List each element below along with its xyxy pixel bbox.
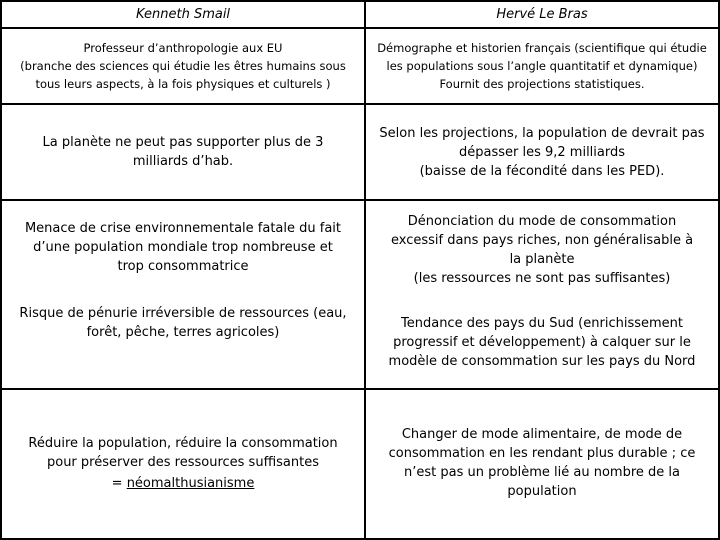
text-line: forêt, pêche, terres agricoles) [86, 325, 280, 340]
text-line: population [507, 484, 577, 499]
text-line: les populations sous l’angle quantitatif et dynamique) [386, 59, 698, 73]
text-line: modèle de consommation sur les pays du Nord [388, 353, 696, 369]
lebras-consumption-critique [366, 201, 718, 299]
header-herve-le-bras: Hervé Le Bras [496, 7, 588, 22]
text-line: pour préserver des ressources suffisantes [46, 454, 319, 470]
lebras-description [366, 29, 718, 103]
smail-population-limit [2, 105, 364, 199]
text-line: Risque de pénurie irréversible de ressources (eau, [19, 306, 347, 321]
text-line: (branche des sciences qui étudie les êtres humains sous [20, 59, 346, 73]
text-line: Menace de crise environnementale fatale du fait [24, 220, 342, 236]
equals-prefix: = [111, 475, 127, 491]
lebras-conclusion [366, 390, 718, 536]
smail-description [2, 29, 364, 103]
text-line: dépasser les 9,2 milliards [458, 144, 626, 160]
text-line: tous leurs aspects, à la fois physiques et culturels ) [35, 77, 331, 91]
text-line: d’une population mondiale trop nombreuse et [33, 239, 333, 255]
neomalthusianism-term: néomalthusianisme [126, 475, 255, 491]
text-line: Dénonciation du mode de consommation [407, 214, 677, 229]
text-line [28, 474, 337, 493]
text-line: milliards d’hab. [132, 154, 234, 169]
text-line: Selon les projections, la population de devrait pas [379, 125, 705, 141]
text-line: (les ressources ne sont pas suffisantes) [413, 271, 671, 286]
text-line: Tendance des pays du Sud (enrichissement [401, 315, 683, 331]
lebras-south-trend [366, 299, 718, 385]
text-line: n’est pas un problème lié au nombre de la [404, 465, 680, 480]
text-line: excessif dans pays riches, non généralisable à [390, 233, 694, 248]
text-line: la planète [509, 252, 575, 267]
text-line: Réduire la population, réduire la consommation [28, 435, 338, 451]
text-line: Fournit des projections statistiques. [439, 77, 645, 91]
header-kenneth-smail: Kenneth Smail [135, 7, 231, 22]
text-line: Démographe et historien français (scientifique qui étudie [377, 41, 707, 55]
smail-resource-shortage [2, 293, 364, 353]
smail-conclusion [2, 390, 364, 536]
text-line: consommation en les rendant plus durable ; ce [388, 446, 696, 461]
text-line: (baisse de la fécondité dans les PED). [419, 163, 665, 179]
text-line: Changer de mode alimentaire, de mode de [401, 427, 683, 442]
text-line: progressif et développement) à calquer sur le [393, 334, 691, 350]
smail-environmental-crisis [2, 201, 364, 293]
text-line: Professeur d’anthropologie aux EU [83, 41, 283, 55]
text-line: trop consommatrice [117, 258, 249, 274]
lebras-projections [366, 105, 718, 199]
text-line: La planète ne peut pas supporter plus de 3 [42, 135, 324, 150]
